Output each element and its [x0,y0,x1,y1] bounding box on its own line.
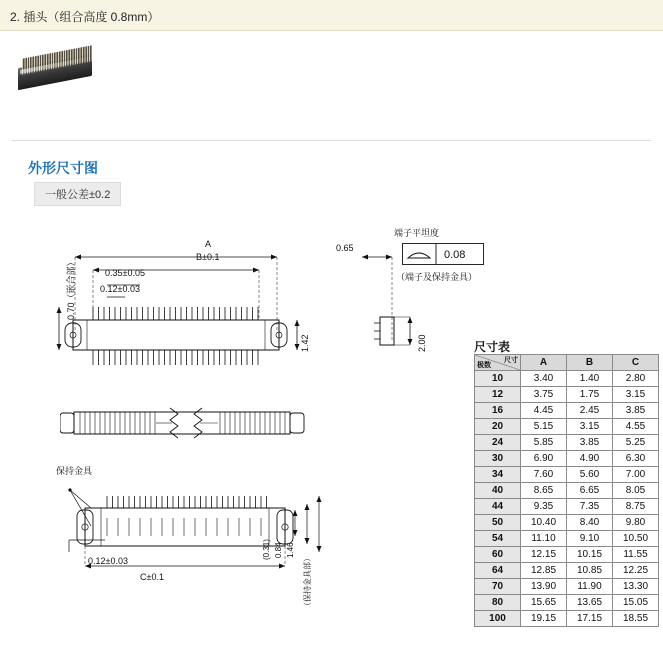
table-row [475,595,659,611]
table-col-c: C [613,355,659,371]
cell-a: 8.65 [521,483,567,499]
table-row [475,515,659,531]
table-row [475,467,659,483]
cell-a: 15.65 [521,595,567,611]
top-view-drawing [45,235,345,385]
page-title: 2. 插头（组合高度 0.8mm） [10,10,160,24]
row-poles: 40 [475,483,521,499]
cell-c: 13.30 [613,579,659,595]
section-divider [12,140,651,141]
row-poles: 54 [475,531,521,547]
tolerance-note: 一般公差±0.2 [34,182,121,206]
product-photo-area [0,31,663,136]
row-poles: 44 [475,499,521,515]
dimension-table-title: 尺寸表 [474,340,511,354]
row-poles: 12 [475,387,521,403]
table-row [475,611,659,627]
table-row [475,435,659,451]
cell-c: 10.50 [613,531,659,547]
cell-c: 7.00 [613,467,659,483]
pitch-label: 0.35±0.05 [105,268,145,278]
table-row [475,419,659,435]
table-row [475,531,659,547]
cell-a: 7.60 [521,467,567,483]
flatness-symbol-box [402,243,484,265]
cell-b: 11.90 [567,579,613,595]
flatness-note: （端子及保持金具） [396,272,478,282]
cell-a: 4.45 [521,403,567,419]
table-row [475,403,659,419]
retainer-label: 保持金具 [56,466,93,476]
cell-b: 3.15 [567,419,613,435]
table-col-b: B [567,355,613,371]
corner-row-label: 极数 [477,362,491,369]
dimension-table [474,354,659,627]
cell-b: 1.40 [567,371,613,387]
row-poles: 30 [475,451,521,467]
cell-b: 9.10 [567,531,613,547]
cell-a: 5.15 [521,419,567,435]
table-row [475,547,659,563]
dim-031-label: (0.31) [262,539,271,560]
cell-c: 15.05 [613,595,659,611]
table-row [475,563,659,579]
row-poles: 10 [475,371,521,387]
cell-a: 13.90 [521,579,567,595]
cell-a: 3.40 [521,371,567,387]
cell-a: 19.15 [521,611,567,627]
table-row [475,371,659,387]
cell-c: 12.25 [613,563,659,579]
row-poles: 64 [475,563,521,579]
dim-a-label: A [205,239,212,249]
cell-b: 6.65 [567,483,613,499]
row-poles: 70 [475,579,521,595]
cell-c: 5.25 [613,435,659,451]
table-row [475,451,659,467]
flatness-value: 0.08 [444,249,466,261]
flatness-label: 端子平坦度 [394,228,440,238]
table-row [475,579,659,595]
cell-b: 2.45 [567,403,613,419]
side-height-dim: 2.00 [417,334,427,352]
cell-a: 11.10 [521,531,567,547]
cell-c: 18.55 [613,611,659,627]
cell-c: 11.55 [613,547,659,563]
dim-084-label: 0.84 [274,542,283,558]
cell-c: 3.85 [613,403,659,419]
dim-146-label: 1.46 [286,542,295,558]
table-header-row [475,355,659,371]
cell-c: 8.75 [613,499,659,515]
cell-c: 2.80 [613,371,659,387]
row-poles: 16 [475,403,521,419]
cell-c: 3.15 [613,387,659,403]
row-poles: 60 [475,547,521,563]
mating-height-label: 0.70（嵌合部） [66,257,76,320]
table-corner-header [475,355,521,371]
table-row [475,483,659,499]
cell-b: 10.15 [567,547,613,563]
cell-c: 8.05 [613,483,659,499]
bottom-width-label: 0.12±0.03 [88,556,128,566]
row-poles: 50 [475,515,521,531]
cell-a: 12.85 [521,563,567,579]
connector-photo [18,49,96,89]
cell-c: 6.30 [613,451,659,467]
table-col-a: A [521,355,567,371]
cell-a: 9.35 [521,499,567,515]
cell-b: 3.85 [567,435,613,451]
section-title: 外形尺寸图 [28,160,98,176]
cell-a: 6.90 [521,451,567,467]
cell-b: 5.60 [567,467,613,483]
row-poles: 80 [475,595,521,611]
cell-c: 9.80 [613,515,659,531]
table-row [475,499,659,515]
cell-b: 1.75 [567,387,613,403]
table-row [475,387,659,403]
bottom-view-drawing [45,470,345,600]
cell-b: 13.65 [567,595,613,611]
page-header [0,0,663,31]
row-poles: 34 [475,467,521,483]
dim-b-label: B±0.1 [196,252,220,262]
retainer-section-note: （保持金具部） [303,554,312,610]
dim-c-label: C±0.1 [140,572,164,582]
cell-b: 8.40 [567,515,613,531]
cell-a: 10.40 [521,515,567,531]
corner-col-label: 尺寸 [504,357,518,364]
cell-a: 3.75 [521,387,567,403]
side-left-dim: 0.65 [336,243,354,253]
middle-view-drawing [60,400,320,450]
body-height-label: 1.42 [300,334,310,352]
cell-a: 5.85 [521,435,567,451]
cell-b: 17.15 [567,611,613,627]
row-poles: 24 [475,435,521,451]
cell-b: 7.35 [567,499,613,515]
cell-a: 12.15 [521,547,567,563]
pin-width-label: 0.12±0.03 [100,284,140,294]
cell-c: 4.55 [613,419,659,435]
row-poles: 20 [475,419,521,435]
cell-b: 10.85 [567,563,613,579]
cell-b: 4.90 [567,451,613,467]
row-poles: 100 [475,611,521,627]
